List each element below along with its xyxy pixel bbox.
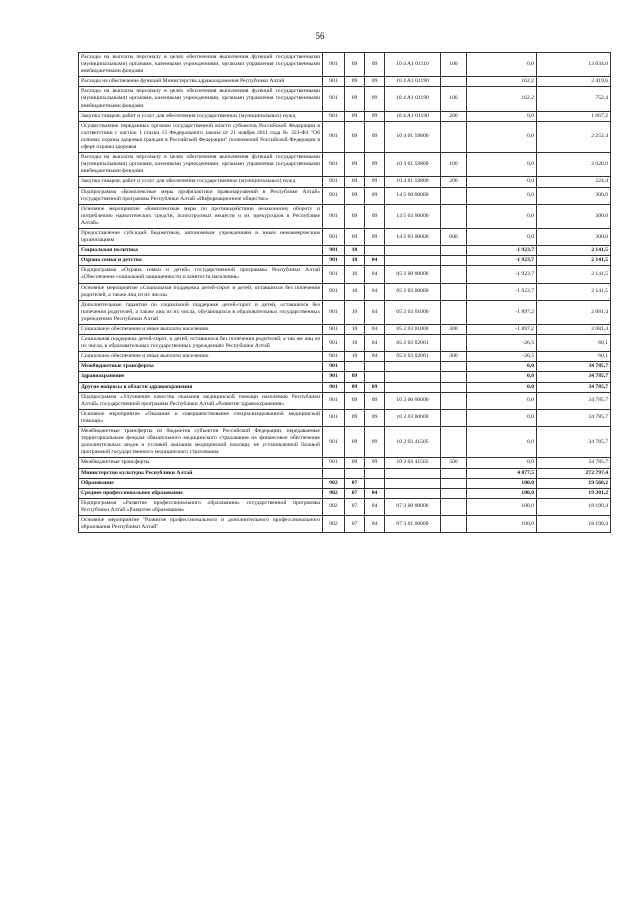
row-ved: 901: [323, 187, 345, 204]
row-rz: 09: [345, 111, 365, 121]
row-sum-change: 100,0: [467, 498, 537, 515]
row-csr: 10 2 03 00000: [385, 409, 441, 426]
row-pr: 04: [365, 256, 385, 266]
table-row: [79, 283, 611, 300]
row-sum-total: 300,0: [537, 228, 611, 245]
row-name: Осуществление переданных органам государственной власти субъектов Российской Федерации в соответствии с частью 1 статьи 15 Федерального закона от 21 ноября 2011 года № 323-ФЗ "Об основах охраны здоровья граждан в Российской Федерации" полномочий Российской Федерации в сфере охраны здоровья: [79, 121, 323, 152]
row-name: Дополнительные гарантии по социальной поддержке детей-сирот и детей, оставшихся без попечения родителей, а также лиц из их числа, обучающихся в образовательных государственных учреждениях Республики Алтай: [79, 300, 323, 324]
row-vr: [441, 468, 467, 478]
table-row: [79, 382, 611, 392]
row-ved: 901: [323, 111, 345, 121]
row-ved: 901: [323, 228, 345, 245]
row-pr: 04: [365, 488, 385, 498]
row-rz: 09: [345, 53, 365, 77]
row-sum-total: 34 785,7: [537, 372, 611, 382]
row-ved: 901: [323, 121, 345, 152]
row-sum-total: 34 785,7: [537, 382, 611, 392]
row-vr: 500: [441, 458, 467, 468]
row-sum-change: 0,0: [467, 362, 537, 372]
row-sum-change: -26,5: [467, 352, 537, 362]
row-pr: 09: [365, 409, 385, 426]
row-pr: 04: [365, 266, 385, 283]
row-ved: 901: [323, 409, 345, 426]
row-ved: 901: [323, 266, 345, 283]
table-row: [79, 498, 611, 515]
row-vr: [441, 204, 467, 228]
row-name: Другие вопросы в области здравоохранения: [79, 382, 323, 392]
row-name: Социальная политика: [79, 246, 323, 256]
row-ved: 901: [323, 246, 345, 256]
row-pr: 09: [365, 153, 385, 177]
table-row: [79, 372, 611, 382]
row-name: Социальное обеспечение и иные выплаты населению: [79, 352, 323, 362]
row-rz: [345, 468, 365, 478]
row-sum-total: 2 081,4: [537, 325, 611, 335]
row-sum-total: 13 034,0: [537, 53, 611, 77]
row-sum-change: 0,0: [467, 187, 537, 204]
row-sum-total: 224,4: [537, 177, 611, 187]
row-pr: 09: [365, 177, 385, 187]
row-pr: 04: [365, 283, 385, 300]
row-ved: 901: [323, 352, 345, 362]
row-vr: [441, 515, 467, 532]
table-row: [79, 266, 611, 283]
row-csr: 14 5 03 00000: [385, 204, 441, 228]
row-rz: 10: [345, 300, 365, 324]
row-vr: 100: [441, 53, 467, 77]
row-ved: 902: [323, 478, 345, 488]
row-csr: 14 5 00 00000: [385, 187, 441, 204]
row-vr: [441, 283, 467, 300]
row-ved: 901: [323, 87, 345, 111]
row-pr: 09: [365, 228, 385, 245]
row-pr: 04: [365, 515, 385, 532]
row-name: Межбюджетные трансферты из бюджетов субъектов Российской Федерации, передаваемые территориальным фондам обязательного медицинского страхования на финансовое обеспечение дополнительных видов и условий оказания медицинской помощи, не установленной базовой программой государственного медицинского страхования: [79, 427, 323, 458]
row-pr: [365, 478, 385, 488]
row-pr: 09: [365, 111, 385, 121]
row-sum-total: 18 190,4: [537, 515, 611, 532]
row-vr: 300: [441, 325, 467, 335]
row-pr: 04: [365, 352, 385, 362]
row-sum-change: 4 877,5: [467, 468, 537, 478]
row-pr: 09: [365, 87, 385, 111]
row-ved: 901: [323, 372, 345, 382]
row-vr: [441, 266, 467, 283]
row-rz: 07: [345, 515, 365, 532]
row-pr: [365, 468, 385, 478]
row-sum-total: 34 785,7: [537, 392, 611, 409]
row-sum-change: 0,0: [467, 427, 537, 458]
table-row: [79, 325, 611, 335]
row-name: Основное мероприятие «Комплексные меры по противодействию незаконному обороту и потреблению наркотических средств, психотропных веществ и их прекурсоров в Республике Алтай»: [79, 204, 323, 228]
row-vr: [441, 478, 467, 488]
row-rz: 09: [345, 177, 365, 187]
row-name: Социальная поддержка детей-сирот, и детей, оставшихся без попечения родителей, а так же лиц из их числа, в образовательных государственных учреждениях Республики Алтай: [79, 335, 323, 352]
row-ved: 901: [323, 204, 345, 228]
row-sum-total: 19 560,2: [537, 478, 611, 488]
row-csr: 10 4 A1 01190: [385, 87, 441, 111]
table-row: [79, 77, 611, 87]
row-sum-change: 0,0: [467, 458, 537, 468]
row-sum-change: 0,0: [467, 177, 537, 187]
row-name: Подпрограмма «Охрана семьи и детей» государственной программы Республики Алтай «Обеспечение социальной защищенности и занятости населения»: [79, 266, 323, 283]
row-vr: [441, 121, 467, 152]
row-ved: 901: [323, 283, 345, 300]
row-sum-change: 0,0: [467, 409, 537, 426]
row-vr: 600: [441, 228, 467, 245]
row-sum-total: 2 141,5: [537, 256, 611, 266]
row-csr: 07 3 01 00000: [385, 515, 441, 532]
row-sum-change: 0,0: [467, 228, 537, 245]
row-name: Расходы на выплаты персоналу в целях обеспечения выполнения функций государственными (муниципальными) органами, казенными учреждениями, органами управления государственными внебюджетными фондами: [79, 87, 323, 111]
table-row: [79, 488, 611, 498]
row-csr: [385, 372, 441, 382]
row-sum-total: 18 190,4: [537, 498, 611, 515]
row-vr: [441, 488, 467, 498]
row-sum-change: 0,0: [467, 53, 537, 77]
row-sum-total: 34 785,7: [537, 458, 611, 468]
row-vr: [441, 372, 467, 382]
table-row: [79, 87, 611, 111]
row-rz: 09: [345, 187, 365, 204]
row-csr: 10 2 00 00000: [385, 392, 441, 409]
table-row: [79, 335, 611, 352]
row-rz: 10: [345, 283, 365, 300]
row-name: Расходы на выплаты персоналу в целях обеспечения выполнения функций государственными (муниципальными) органами, казенными учреждениями, органами управления государственными внебюджетными фондами: [79, 153, 323, 177]
row-pr: 09: [365, 427, 385, 458]
row-sum-change: 0,0: [467, 111, 537, 121]
row-csr: [385, 382, 441, 392]
row-csr: 05 2 03 01000: [385, 325, 441, 335]
row-csr: 05 2 00 00000: [385, 266, 441, 283]
row-vr: [441, 300, 467, 324]
table-row: [79, 187, 611, 204]
row-vr: [441, 335, 467, 352]
row-pr: 09: [365, 77, 385, 87]
table-row: [79, 458, 611, 468]
table-row: [79, 478, 611, 488]
row-sum-change: 100,0: [467, 488, 537, 498]
row-ved: 901: [323, 335, 345, 352]
table-row: [79, 409, 611, 426]
table-row: [79, 246, 611, 256]
table-row: [79, 121, 611, 152]
row-sum-total: 2 252,4: [537, 121, 611, 152]
row-vr: [441, 77, 467, 87]
row-rz: 09: [345, 427, 365, 458]
row-rz: 07: [345, 488, 365, 498]
table-row: [79, 153, 611, 177]
row-rz: 09: [345, 382, 365, 392]
row-rz: 09: [345, 392, 365, 409]
row-sum-total: 2 141,5: [537, 283, 611, 300]
row-csr: 05 2 03 02061: [385, 335, 441, 352]
row-rz: 09: [345, 121, 365, 152]
row-pr: [365, 362, 385, 372]
row-rz: 10: [345, 352, 365, 362]
row-sum-total: 34 785,7: [537, 362, 611, 372]
row-rz: 09: [345, 204, 365, 228]
row-pr: 09: [365, 392, 385, 409]
row-ved: 901: [323, 392, 345, 409]
row-name: Подпрограмма «Улучшение качества оказания медицинской помощи населению Республики Алтай» государственной программы Республики Алтай «Развитие здравоохранения»: [79, 392, 323, 409]
row-sum-total: 2 081,4: [537, 300, 611, 324]
row-vr: [441, 427, 467, 458]
row-pr: 09: [365, 121, 385, 152]
row-sum-total: 19 301,2: [537, 488, 611, 498]
row-name: Межбюджетные трансферты: [79, 362, 323, 372]
row-csr: [385, 246, 441, 256]
row-sum-change: 0,0: [467, 121, 537, 152]
row-sum-change: -1 897,2: [467, 325, 537, 335]
row-csr: 10 4 A1 01190: [385, 111, 441, 121]
row-rz: 09: [345, 409, 365, 426]
row-rz: 09: [345, 77, 365, 87]
row-ved: 901: [323, 153, 345, 177]
row-sum-total: 34 785,7: [537, 427, 611, 458]
row-sum-change: 0,0: [467, 372, 537, 382]
row-csr: 05 2 03 01000: [385, 300, 441, 324]
row-name: Закупка товаров, работ и услуг для обеспечения государственных (муниципальных) нужд: [79, 111, 323, 121]
table-row: [79, 468, 611, 478]
row-name: Расходы на обеспечение функций Министерства здравоохранения Республики Алтай: [79, 77, 323, 87]
row-rz: [345, 362, 365, 372]
row-ved: 901: [323, 362, 345, 372]
row-pr: [365, 372, 385, 382]
row-sum-change: 162,2: [467, 87, 537, 111]
row-csr: [385, 478, 441, 488]
row-sum-total: 34 785,7: [537, 409, 611, 426]
table-row: [79, 177, 611, 187]
row-csr: 10 4 01 59800: [385, 153, 441, 177]
table-row: [79, 256, 611, 266]
row-vr: [441, 409, 467, 426]
row-rz: 09: [345, 372, 365, 382]
row-ved: 902: [323, 515, 345, 532]
row-csr: 10 4 A1 01190: [385, 77, 441, 87]
row-ved: 901: [323, 325, 345, 335]
row-sum-change: -1 923,7: [467, 246, 537, 256]
row-rz: 10: [345, 325, 365, 335]
row-rz: 09: [345, 458, 365, 468]
row-vr: [441, 246, 467, 256]
row-sum-total: 752,4: [537, 87, 611, 111]
row-rz: 07: [345, 498, 365, 515]
page-number: 56: [315, 31, 325, 41]
row-name: Среднее профессиональное образование: [79, 488, 323, 498]
row-vr: 200: [441, 177, 467, 187]
row-ved: [323, 468, 345, 478]
row-name: Социальное обеспечение и иные выплаты населению: [79, 325, 323, 335]
row-sum-change: -26,5: [467, 335, 537, 352]
row-sum-total: 300,0: [537, 187, 611, 204]
row-pr: 09: [365, 204, 385, 228]
row-sum-change: 0,0: [467, 153, 537, 177]
row-sum-total: 2 141,5: [537, 266, 611, 283]
row-csr: 10 2 03 41505: [385, 458, 441, 468]
row-name: Образование: [79, 478, 323, 488]
row-sum-total: 300,0: [537, 204, 611, 228]
row-sum-change: -1 897,2: [467, 300, 537, 324]
row-csr: [385, 256, 441, 266]
table-row: [79, 111, 611, 121]
table-row: [79, 204, 611, 228]
row-pr: 04: [365, 498, 385, 515]
row-csr: 10 2 03 41505: [385, 427, 441, 458]
row-pr: 04: [365, 335, 385, 352]
row-sum-change: -1 923,7: [467, 266, 537, 283]
row-ved: 901: [323, 256, 345, 266]
row-name: Охрана семьи и детства: [79, 256, 323, 266]
row-sum-total: 60,1: [537, 352, 611, 362]
row-csr: 07 3 00 00000: [385, 498, 441, 515]
row-name: Подпрограмма «Развитие профессионального образования» государственной программы Республики Алтай «Развитие образования»: [79, 498, 323, 515]
row-pr: 09: [365, 458, 385, 468]
row-name: Основное мероприятие "Развитие профессионального и дополнительного профессионального образования Республики Алтай": [79, 515, 323, 532]
row-ved: 901: [323, 382, 345, 392]
row-ved: 902: [323, 498, 345, 515]
row-csr: 14 5 03 00000: [385, 228, 441, 245]
row-csr: [385, 362, 441, 372]
row-ved: 901: [323, 300, 345, 324]
row-csr: 10 4 01 59800: [385, 121, 441, 152]
row-ved: 901: [323, 53, 345, 77]
row-vr: [441, 498, 467, 515]
row-rz: 09: [345, 153, 365, 177]
row-ved: 901: [323, 458, 345, 468]
row-rz: 09: [345, 87, 365, 111]
row-name: Основное мероприятие «Оказание и совершенствование специализированной медицинской помощи»: [79, 409, 323, 426]
row-csr: 10 4 A1 01110: [385, 53, 441, 77]
row-vr: [441, 187, 467, 204]
row-ved: 902: [323, 488, 345, 498]
table-row: [79, 427, 611, 458]
table-row: [79, 515, 611, 532]
row-rz: 09: [345, 228, 365, 245]
row-name: Подпрограмма «Комплексные меры профилактики правонарушений в Республике Алтай» государственной программы Республики Алтай «Информационное общество»: [79, 187, 323, 204]
row-vr: [441, 392, 467, 409]
row-csr: 10 4 01 59800: [385, 177, 441, 187]
row-sum-change: -1 923,7: [467, 256, 537, 266]
row-sum-total: 272 797,4: [537, 468, 611, 478]
row-vr: 100: [441, 153, 467, 177]
row-pr: 09: [365, 382, 385, 392]
row-sum-total: 2 028,0: [537, 153, 611, 177]
row-csr: [385, 468, 441, 478]
row-vr: 100: [441, 87, 467, 111]
row-sum-change: 0,0: [467, 382, 537, 392]
row-name: Закупка товаров, работ и услуг для обеспечения государственных (муниципальных) нужд: [79, 177, 323, 187]
row-rz: 10: [345, 335, 365, 352]
row-ved: 901: [323, 77, 345, 87]
row-pr: 04: [365, 325, 385, 335]
row-rz: 10: [345, 246, 365, 256]
budget-table: [78, 52, 611, 533]
row-vr: [441, 362, 467, 372]
row-name: Министерство культуры Республики Алтай: [79, 468, 323, 478]
row-csr: [385, 488, 441, 498]
table-row: [79, 352, 611, 362]
row-sum-change: 162,2: [467, 77, 537, 87]
table-row: [79, 362, 611, 372]
table-row: [79, 300, 611, 324]
row-name: Предоставление субсидий бюджетным, автономным учреждениям и иным некоммерческим организациям: [79, 228, 323, 245]
row-name: Расходы на выплаты персоналу в целях обеспечения выполнения функций государственными (муниципальными) органами, казенными учреждениями, органами управления государственными внебюджетными фондами: [79, 53, 323, 77]
row-rz: 07: [345, 478, 365, 488]
row-name: Основное мероприятие «Социальная поддержка детей-сирот и детей, оставшихся без попечения родителей, а также лиц из их числа»: [79, 283, 323, 300]
row-vr: 300: [441, 352, 467, 362]
row-pr: 04: [365, 300, 385, 324]
row-ved: 901: [323, 177, 345, 187]
table-row: [79, 228, 611, 245]
row-csr: 05 2 03 00000: [385, 283, 441, 300]
row-name: Здравоохранение: [79, 372, 323, 382]
row-sum-change: 100,0: [467, 515, 537, 532]
row-pr: 09: [365, 187, 385, 204]
table-row: [79, 392, 611, 409]
row-sum-change: -1 923,7: [467, 283, 537, 300]
row-sum-total: 2 141,5: [537, 246, 611, 256]
row-sum-total: 1 667,2: [537, 111, 611, 121]
row-sum-total: 2 419,6: [537, 77, 611, 87]
row-sum-change: 0,0: [467, 392, 537, 409]
row-ved: 901: [323, 427, 345, 458]
row-vr: [441, 256, 467, 266]
row-pr: 09: [365, 53, 385, 77]
row-name: Межбюджетные трансферты: [79, 458, 323, 468]
row-vr: 200: [441, 111, 467, 121]
row-sum-total: 60,1: [537, 335, 611, 352]
row-csr: 05 2 03 02061: [385, 352, 441, 362]
row-sum-change: 100,0: [467, 478, 537, 488]
table-row: [79, 53, 611, 77]
row-pr: [365, 246, 385, 256]
row-vr: [441, 382, 467, 392]
row-rz: 10: [345, 256, 365, 266]
row-rz: 10: [345, 266, 365, 283]
row-sum-change: 0,0: [467, 204, 537, 228]
